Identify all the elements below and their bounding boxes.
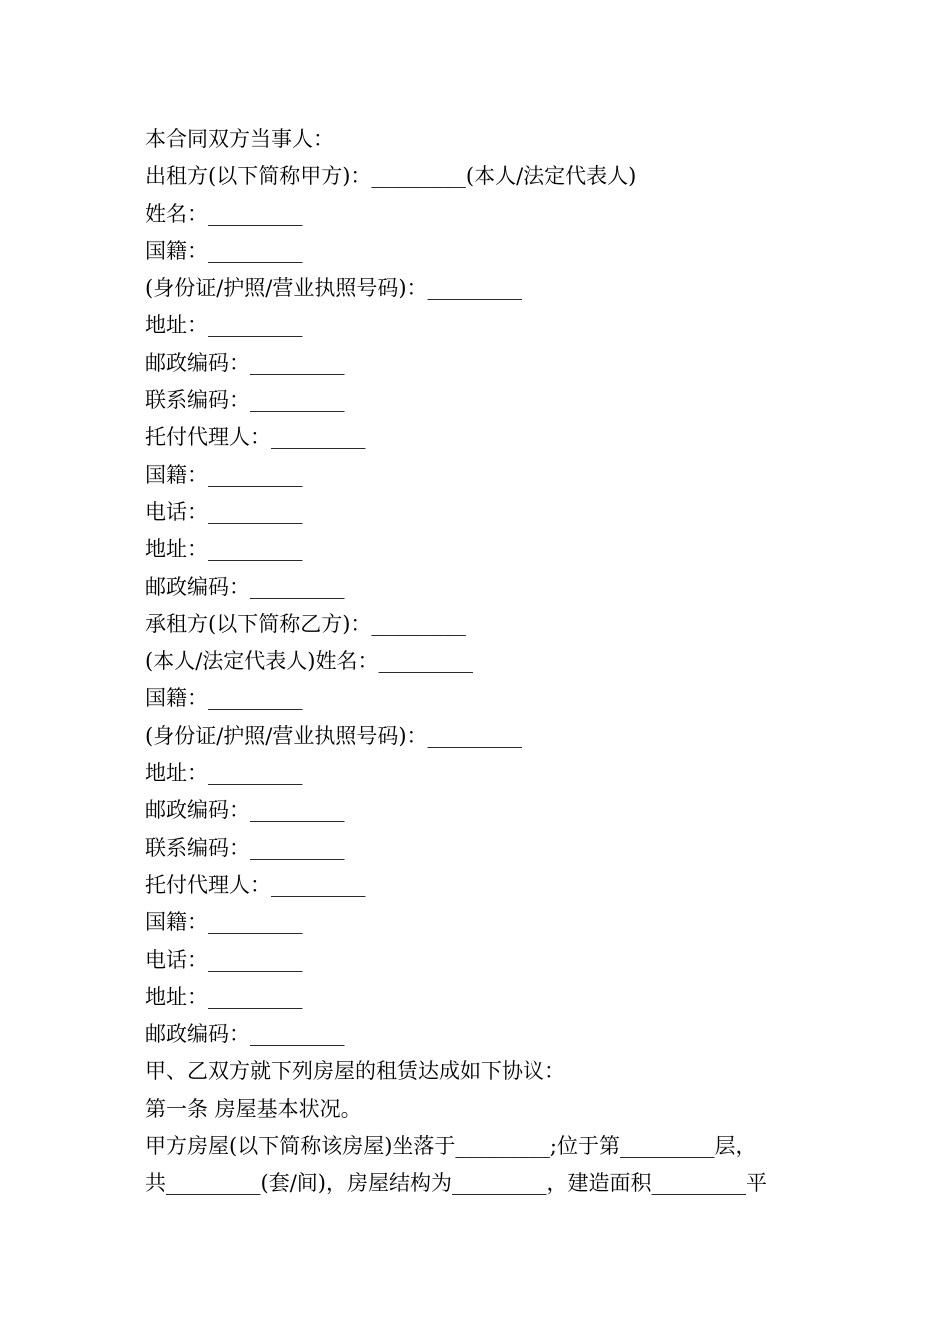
article-1-text-2: 共_________(套/间)，房屋结构为_________，建造面积_________平: [145, 1171, 767, 1196]
lessee-line: 承租方(以下简称乙方)：_________: [145, 611, 466, 636]
lessor-line: 出租方(以下简称甲方)：_________(本人/法定代表人): [145, 164, 637, 189]
lessee-name-line: (本人/法定代表人)姓名：_________: [145, 649, 473, 674]
lessee-nationality-line: 国籍：_________: [145, 686, 303, 711]
lessor-agent-postcode-line: 邮政编码：_________: [145, 574, 345, 599]
lessor-contact-line: 联系编码：_________: [145, 388, 345, 413]
lessor-id-line: (身份证/护照/营业执照号码)：_________: [145, 276, 523, 301]
article-1-text-1: 甲方房屋(以下简称该房屋)坐落于_________;位于第_________层，: [145, 1134, 757, 1159]
lessee-agent-phone-line: 电话：_________: [145, 947, 303, 972]
lessor-agent-line: 托付代理人：_________: [145, 425, 366, 450]
lessor-postcode-line: 邮政编码：_________: [145, 350, 345, 375]
lessor-agent-nationality-line: 国籍：_________: [145, 462, 303, 487]
lessor-agent-phone-line: 电话：_________: [145, 499, 303, 524]
lessee-address-line: 地址：_________: [145, 761, 303, 786]
parties-heading: 本合同双方当事人：: [145, 127, 334, 151]
document-body: [145, 121, 825, 1203]
lessee-agent-line: 托付代理人：_________: [145, 872, 366, 897]
lessee-agent-postcode-line: 邮政编码：_________: [145, 1022, 345, 1047]
lessor-address-line: 地址：_________: [145, 313, 303, 338]
lessee-agent-address-line: 地址：_________: [145, 984, 303, 1009]
lessee-postcode-line: 邮政编码：_________: [145, 798, 345, 823]
article-1-heading: 第一条 房屋基本状况。: [145, 1096, 362, 1121]
lessor-agent-address-line: 地址：_________: [145, 537, 303, 562]
agreement-intro: 甲、乙双方就下列房屋的租赁达成如下协议：: [145, 1059, 565, 1084]
lessee-id-line: (身份证/护照/营业执照号码)：_________: [145, 723, 523, 748]
lessee-agent-nationality-line: 国籍：_________: [145, 910, 303, 935]
lessor-nationality-line: 国籍：_________: [145, 238, 303, 263]
lessee-contact-line: 联系编码：_________: [145, 835, 345, 860]
lessor-name-line: 姓名：_________: [145, 201, 303, 226]
